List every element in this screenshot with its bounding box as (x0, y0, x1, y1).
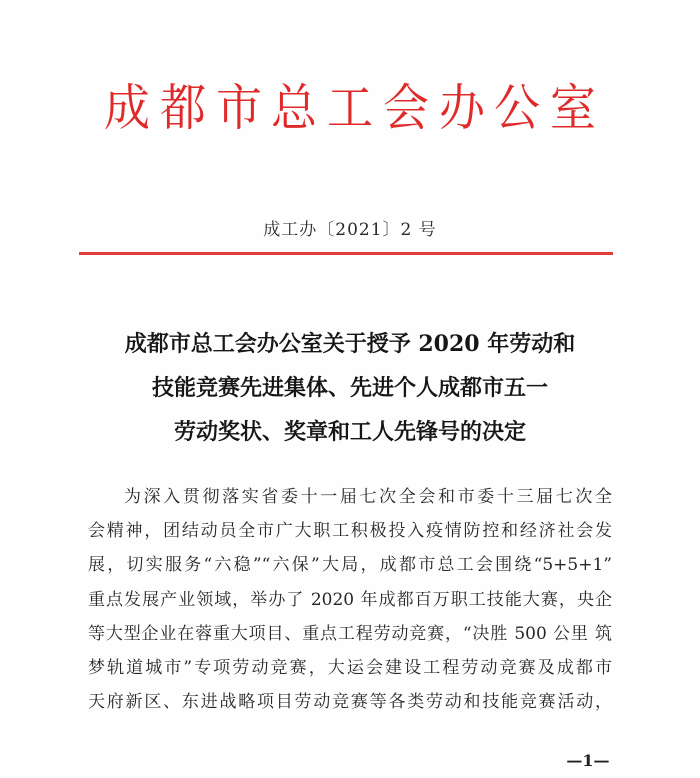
body-line: 为深入贯彻落实省委十一届七次全会和市委十三届七次全 (124, 487, 612, 507)
org-title-char: 办 (438, 79, 485, 137)
decision-title-line: 技能竞赛先进集体、先进个人成都市五一 (151, 375, 548, 401)
body-line: 梦轨道城市”专项劳动竞赛，大运会建设工程劳动竞赛及成都市 (88, 657, 612, 678)
org-title-char: 公 (494, 79, 541, 137)
org-title-char: 市 (215, 79, 262, 137)
page-number: —1— (566, 751, 610, 770)
org-title-char: 工 (327, 79, 373, 137)
body-line: 会精神，团结动员全市广大职工积极投入疫情防控和经济社会发 (88, 521, 612, 542)
body-line: 天府新区、东进战略项目劳动竞赛等各类劳动和技能竞赛活动， (88, 692, 612, 713)
org-title-char: 总 (271, 79, 318, 137)
org-title-char: 室 (550, 79, 596, 137)
body-paragraph (88, 480, 612, 719)
decision-title-line: 劳动奖状、奖章和工人先锋号的决定 (173, 419, 526, 445)
decision-title (80, 322, 620, 454)
org-title-char: 成 (104, 79, 150, 137)
body-line: 重点发展产业领域，举办了 2020 年成都百万职工技能大赛，央企 (88, 589, 612, 610)
decision-title-line: 成都市总工会办公室关于授予 2020 年劳动和 (124, 331, 576, 357)
red-header-divider (79, 252, 613, 255)
body-line: 等大型企业在蓉重大项目、重点工程劳动竞赛，“决胜 500 公里 筑 (88, 623, 612, 644)
document-number: 成工办〔2021〕2 号 (263, 220, 437, 240)
body-line: 展，切实服务“六稳”“六保”大局，成都市总工会围绕“5+5+1” (88, 555, 612, 576)
org-title-char: 会 (382, 79, 429, 137)
issuing-organization-title (100, 76, 600, 140)
org-title-char: 都 (159, 79, 206, 137)
